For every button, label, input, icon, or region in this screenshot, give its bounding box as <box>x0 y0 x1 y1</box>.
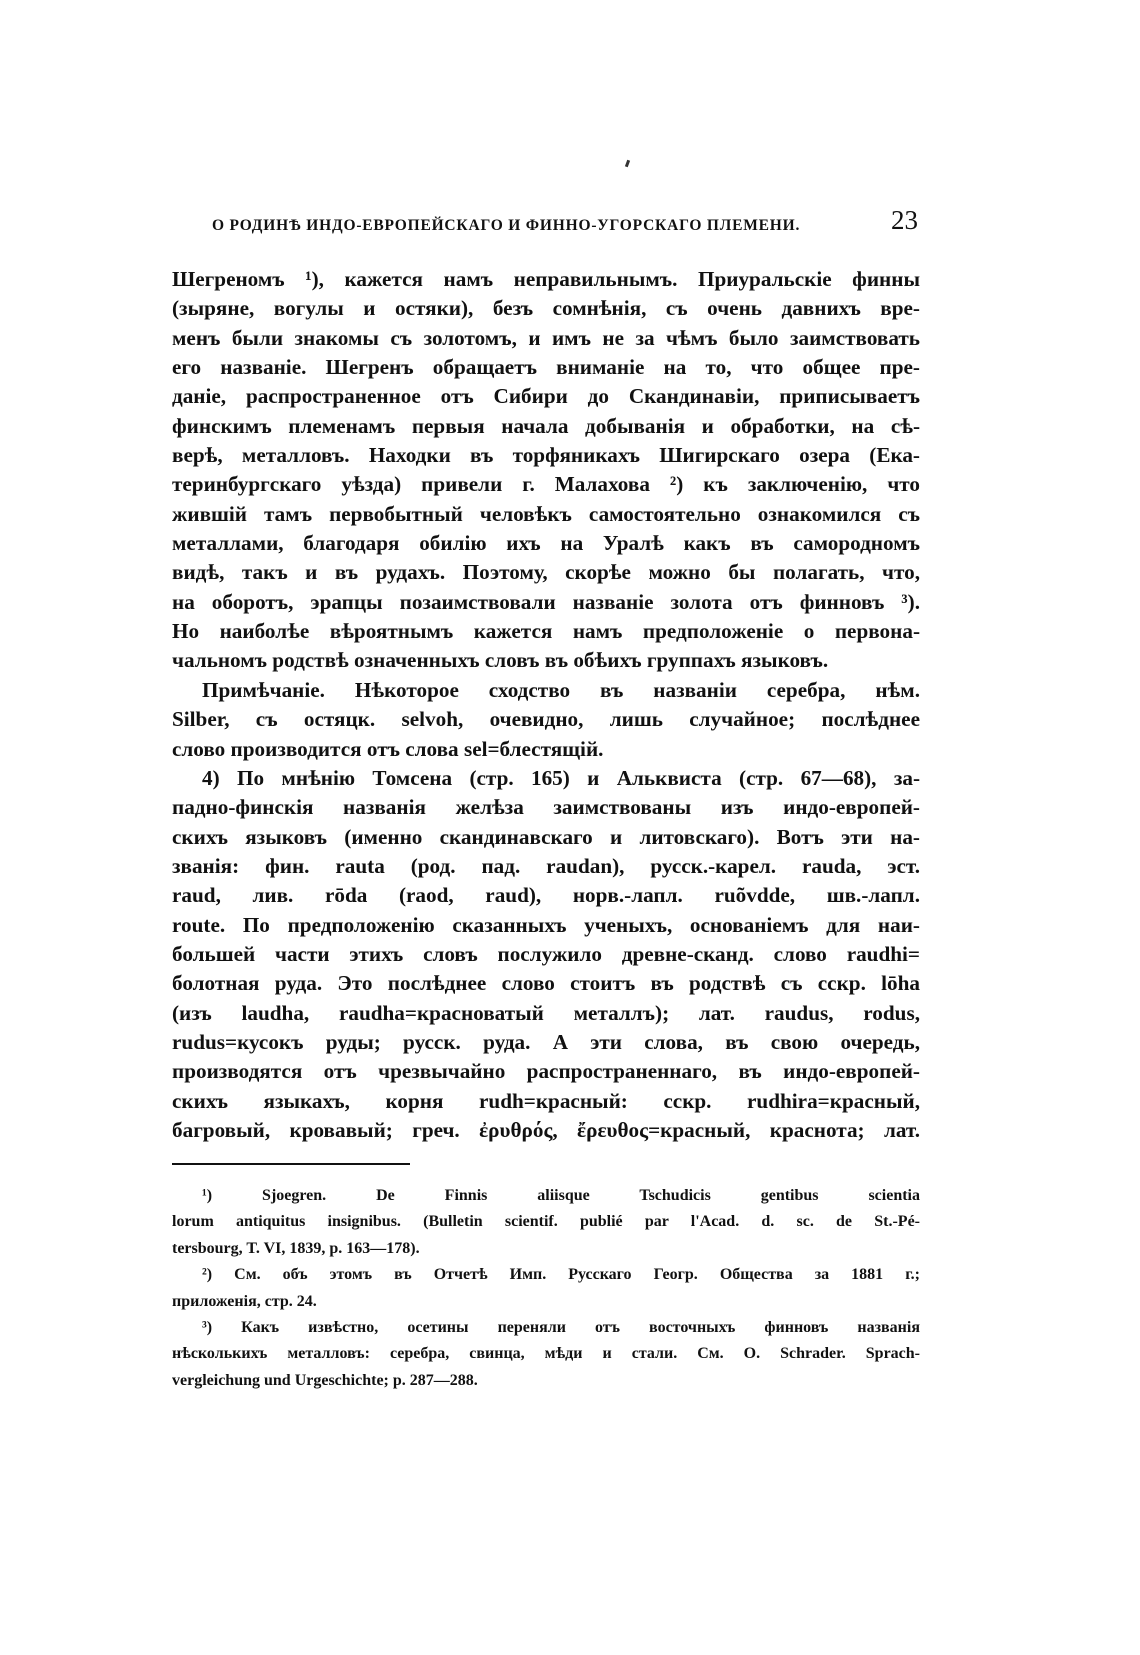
page-number: 23 <box>891 205 918 235</box>
footnote-divider <box>172 1163 410 1165</box>
footnote-line: нѣсколькихъ металловъ: серебра, свинца, мѣди и стали. См. O. Schrader. Sprach- <box>172 1345 920 1363</box>
text-line: финскимъ племенамъ первыя начала добыванія и обработки, на сѣ- <box>172 413 920 438</box>
footnote-line: ²) См. объ этомъ въ Отчетѣ Имп. Русскаго Геогр. Общества за 1881 г.; <box>202 1266 920 1284</box>
footnote-line: tersbourg, T. VI, 1839, p. 163—178). <box>172 1239 420 1257</box>
text-line: званія: фин. rauta (род. пад. raudan), русск.-карел. rauda, эст. <box>172 853 920 878</box>
footnote-line: приложенія, стр. 24. <box>172 1292 317 1310</box>
running-header <box>212 205 918 249</box>
note-line: Silber, съ остяцк. selvoh, очевидно, лишь случайное; послѣднее <box>172 707 920 732</box>
note-line: Примѣчаніе. Нѣкоторое сходство въ названіи серебра, нѣм. <box>202 677 920 702</box>
text-line: теринбургскаго уѣзда) привели г. Малахова ²) къ заключенію, что <box>172 472 920 497</box>
text-line: видѣ, такъ и въ рудахъ. Поэтому, скорѣе можно бы полагать, что, <box>172 560 920 585</box>
text-line: rudus=кусокъ руды; русск. руда. А эти слова, въ свою очередь, <box>172 1029 920 1054</box>
text-line: менъ были знакомы съ золотомъ, и имъ не за чѣмъ было заимствовать <box>172 325 920 350</box>
running-title: О РОДИНѢ ИНДО-ЕВРОПЕЙСКАГО И ФИННО-УГОРСКАГО ПЛЕМЕНИ. <box>212 217 801 234</box>
text-line: Но наиболѣе вѣроятнымъ кажется намъ предположеніе о первона- <box>172 619 920 644</box>
text-line: падно-финскія названія желѣза заимствованы изъ индо-европей- <box>172 795 920 820</box>
print-speck <box>625 160 630 168</box>
text-line: скихъ языковъ (именно скандинавскаго и литовскаго). Вотъ эти на- <box>172 824 920 849</box>
footnote-line: vergleichung und Urgeschichte; p. 287—288. <box>172 1371 478 1389</box>
text-line: багровый, кровавый; греч. ἐρυθρός, ἔρευθος=красный, краснота; лат. <box>172 1117 920 1142</box>
text-line: даніе, распространенное отъ Сибири до Скандинавіи, приписываетъ <box>172 384 920 409</box>
text-line: производятся отъ чрезвычайно распространеннаго, въ индо-европей- <box>172 1059 920 1084</box>
text-line: чальномъ родствѣ означенныхъ словъ въ обѣихъ группахъ языковъ. <box>172 648 829 673</box>
main-text <box>172 265 920 1145</box>
footnotes <box>172 1183 920 1394</box>
text-line: 4) По мнѣнію Томсена (стр. 165) и Альквиста (стр. 67—68), за- <box>202 765 920 790</box>
text-line: верѣ, металловъ. Находки въ торфяникахъ Шигирскаго озера (Ека- <box>172 443 920 468</box>
text-line: болотная руда. Это послѣднее слово стоитъ въ родствѣ съ сскр. lōha <box>172 971 920 996</box>
footnote-line: ¹) Sjoegren. De Finnis aliisque Tschudicis gentibus scientia <box>202 1187 920 1204</box>
text-line: на оборотъ, эрапцы позаимствовали названіе золота отъ финновъ ³). <box>172 589 920 614</box>
text-line: raud, лив. rōda (raod, raud), норв.-лапл. ruõvdde, шв.-лапл. <box>172 883 920 908</box>
footnote-line: ³) Какъ извѣстно, осетины переняли отъ восточныхъ финновъ названія <box>202 1318 920 1336</box>
text-line: Шегреномъ ¹), кажется намъ неправильнымъ. Приуральскіе финны <box>172 267 920 291</box>
text-line: route. По предположенію сказанныхъ ученыхъ, основаніемъ для наи- <box>172 912 920 937</box>
text-line: жившій тамъ первобытный человѣкъ самостоятельно ознакомился съ <box>172 501 920 526</box>
note-line: слово производится отъ слова sel=блестящій. <box>172 736 604 761</box>
text-line: его названіе. Шегренъ обращаетъ вниманіе на то, что общее пре- <box>172 355 920 380</box>
text-line: (зыряне, вогулы и остяки), безъ сомнѣнія, съ очень давнихъ вре- <box>172 296 920 321</box>
text-line: металлами, благодаря обилію ихъ на Уралѣ какъ въ самородномъ <box>172 531 920 556</box>
footnote-line: lorum antiquitus insignibus. (Bulletin scientif. publié par l'Acad. d. sc. de St.-Pé- <box>172 1213 920 1231</box>
text-line: скихъ языкахъ, корня rudh=красный: сскр. rudhira=красный, <box>172 1088 920 1113</box>
text-line: (изъ laudha, raudha=красноватый металлъ); лат. raudus, rodus, <box>172 1000 920 1025</box>
text-line: большей части этихъ словъ послужило древне-сканд. слово raudhi= <box>172 941 920 966</box>
